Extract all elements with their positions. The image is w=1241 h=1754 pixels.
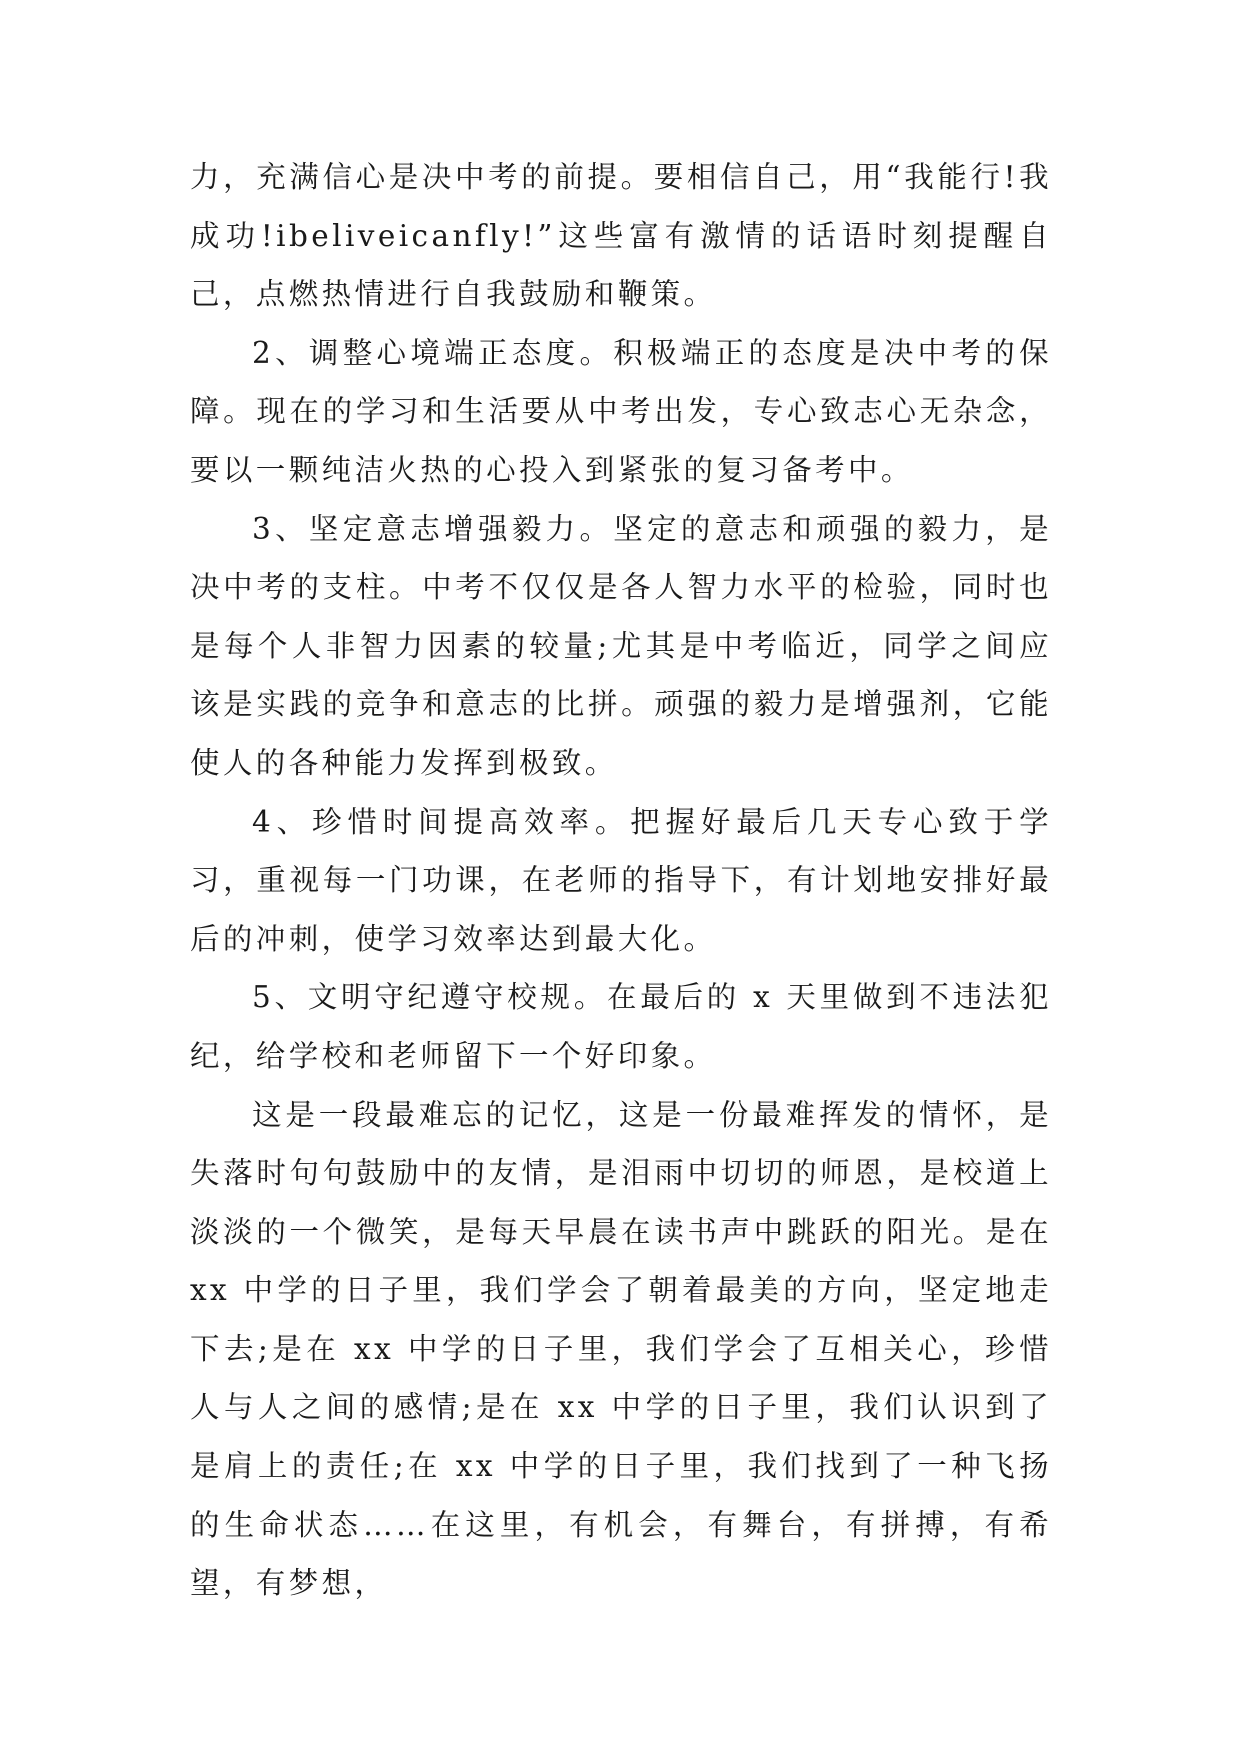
document-body [190,148,1052,1613]
paragraph-item-3: 3、坚定意志增强毅力。坚定的意志和顽强的毅力，是决中考的支柱。中考不仅仅是各人智力水平的检验，同时也是每个人非智力因素的较量;尤其是中考临近，同学之间应该是实践的竞争和意志的比拼。顽强的毅力是增强剂，它能使人的各种能力发挥到极致。 [190,511,1052,780]
paragraph-item-5: 5、文明守纪遵守校规。在最后的 x 天里做到不违法犯纪，给学校和老师留下一个好印象。 [190,980,1052,1073]
paragraph-item-2: 2、调整心境端正态度。积极端正的态度是决中考的保障。现在的学习和生活要从中考出发，专心致志心无杂念，要以一颗纯洁火热的心投入到紧张的复习备考中。 [190,335,1052,487]
paragraph-confidence-continuation: 力，充满信心是决中考的前提。要相信自己，用“我能行!我成功!ibeliveicanfly!”这些富有激情的话语时刻提醒自己，点燃热情进行自我鼓励和鞭策。 [190,160,1052,312]
paragraph-memories: 这是一段最难忘的记忆，这是一份最难挥发的情怀，是失落时句句鼓励中的友情，是泪雨中切切的师恩，是校道上淡淡的一个微笑，是每天早晨在读书声中跳跃的阳光。是在 xx 中学的日子里，我们学会了朝着最美的方向，坚定地走下去;是在 xx 中学的日子里，我们学会了互相关心，珍惜人与人之间的感情;是在 xx 中学的日子里，我们认识到了是肩上的责任;在 xx 中学的日子里，我们找到了一种飞扬的生命状态……在这里，有机会，有舞台，有拼搏，有希望，有梦想， [190,1097,1052,1601]
paragraph-item-4: 4、珍惜时间提高效率。把握好最后几天专心致于学习，重视每一门功课，在老师的指导下，有计划地安排好最后的冲刺，使学习效率达到最大化。 [190,804,1052,956]
